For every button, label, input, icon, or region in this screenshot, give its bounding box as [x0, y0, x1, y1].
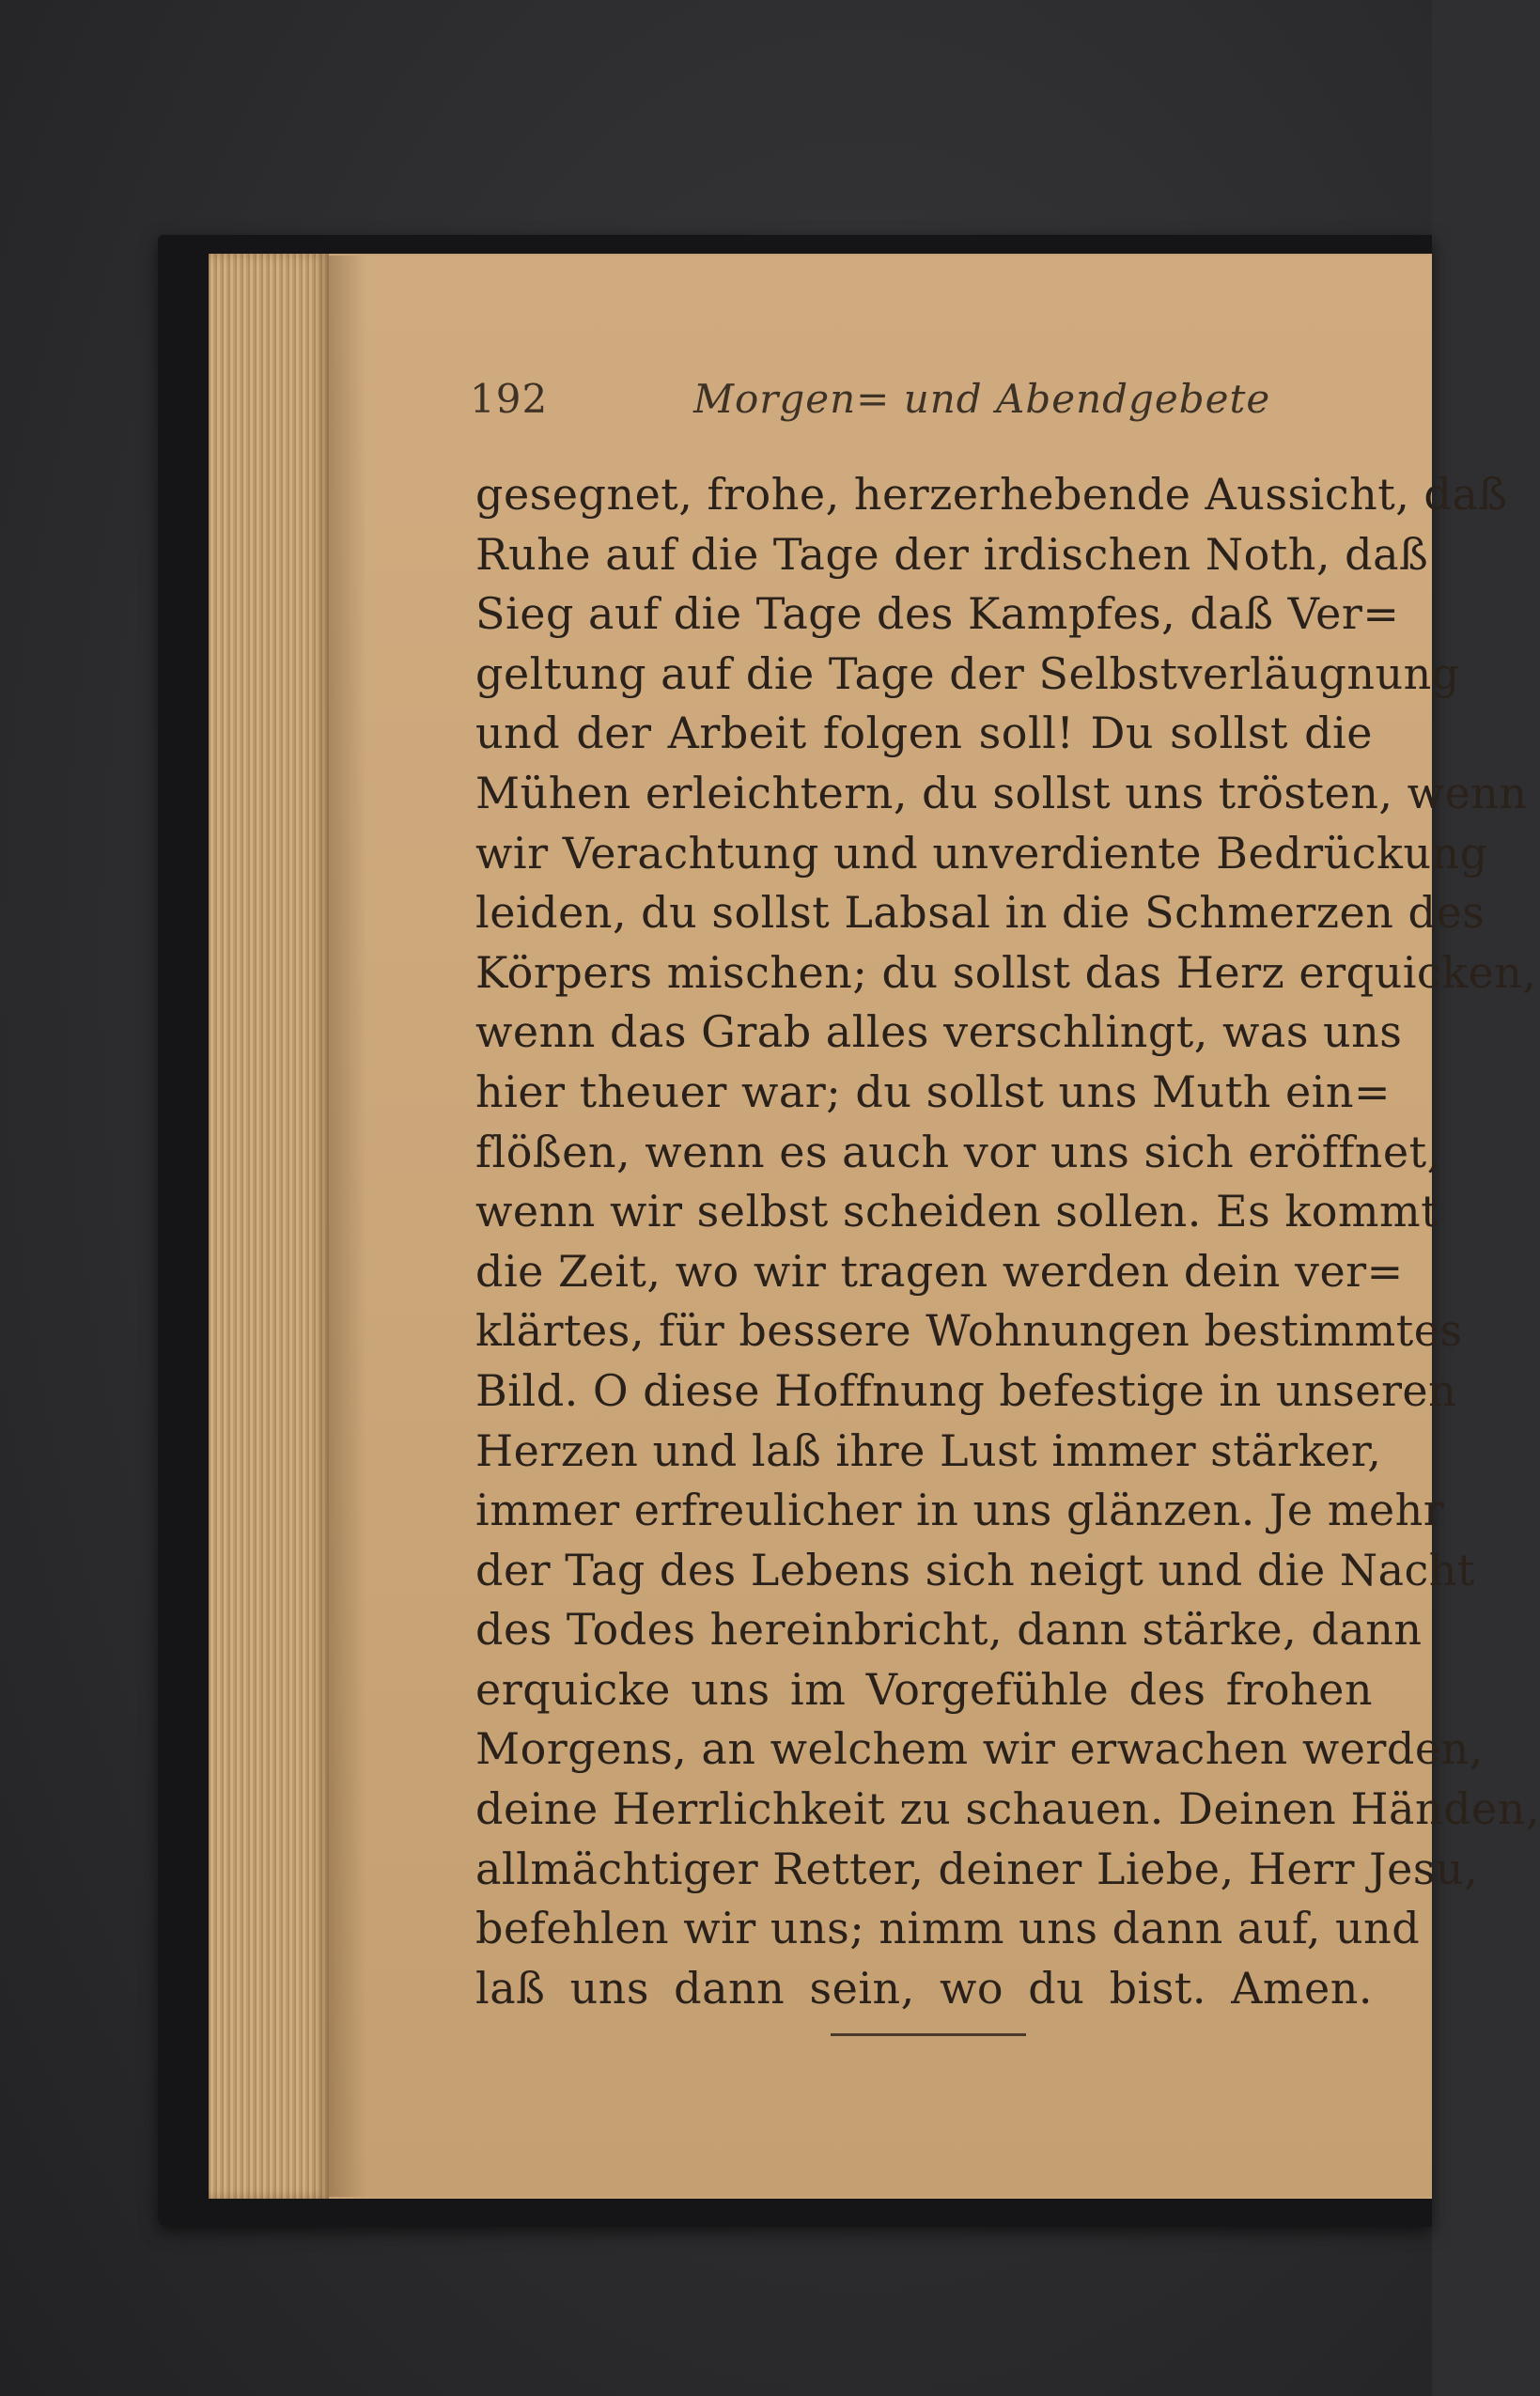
- text-line: Sieg auf die Tage des Kampfes, daß Ver=: [475, 588, 1400, 640]
- page-number: 192: [470, 376, 549, 422]
- text-line: geltung auf die Tage der Selbstverläugnung: [475, 647, 1460, 699]
- text-line: Ruhe auf die Tage der irdischen Noth, daß: [475, 528, 1429, 580]
- body-text: [475, 465, 1540, 2018]
- gutter-shadow: [329, 256, 366, 2197]
- text-line: des Todes hereinbricht, dann stärke, dann: [475, 1604, 1423, 1656]
- text-line: befehlen wir uns; nimm uns dann auf, und: [475, 1903, 1421, 1954]
- text-line: die Zeit, wo wir tragen werden dein ver=: [475, 1245, 1404, 1297]
- text-line: der Tag des Lebens sich neigt und die Nacht: [475, 1544, 1475, 1595]
- text-line: leiden, du sollst Labsal in die Schmerzen des: [475, 887, 1486, 939]
- text-line: und der Arbeit folgen soll! Du sollst die: [475, 708, 1373, 759]
- text-line: wenn das Grab alles verschlingt, was uns: [475, 1006, 1403, 1058]
- text-line: erquicke uns im Vorgefühle des frohen: [475, 1663, 1373, 1715]
- end-rule: [831, 2033, 1026, 2036]
- text-line: Mühen erleichtern, du sollst uns trösten, wenn: [475, 767, 1528, 818]
- text-line: gesegnet, frohe, herzerhebende Aussicht, daß: [475, 469, 1508, 520]
- text-line: Morgens, an welchem wir erwachen werden,: [475, 1723, 1484, 1775]
- text-line: klärtes, für bessere Wohnungen bestimmtes: [475, 1305, 1463, 1357]
- text-line: hier theuer war; du sollst uns Muth ein=: [475, 1066, 1392, 1117]
- text-line: Bild. O diese Hoffnung befestige in unseren: [475, 1364, 1457, 1416]
- text-line: wir Verachtung und unverdiente Bedrückung: [475, 827, 1488, 879]
- running-head: Morgen= und Abendgebete: [693, 376, 1271, 422]
- text-line: flößen, wenn es auch vor uns sich eröffnet,: [475, 1126, 1441, 1177]
- text-line: Körpers mischen; du sollst das Herz erquicken,: [475, 946, 1537, 998]
- text-line: allmächtiger Retter, deiner Liebe, Herr Jesu,: [475, 1843, 1479, 1894]
- text-line: wenn wir selbst scheiden sollen. Es kommt: [475, 1186, 1439, 1237]
- text-line: immer erfreulicher in uns glänzen. Je mehr: [475, 1485, 1445, 1536]
- text-line: Herzen und laß ihre Lust immer stärker,: [475, 1424, 1382, 1476]
- text-line: deine Herrlichkeit zu schauen. Deinen Händen,: [475, 1783, 1540, 1835]
- page-edges: [209, 254, 329, 2199]
- text-line: laß uns dann sein, wo du bist. Amen.: [475, 1962, 1373, 2014]
